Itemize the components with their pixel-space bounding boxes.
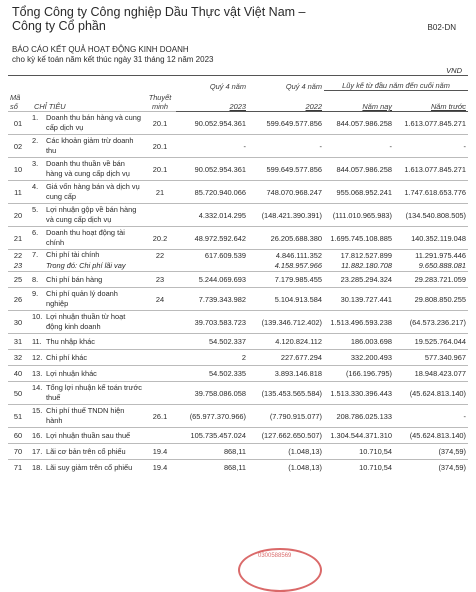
row-ytd-2022: 9.650.888.081	[418, 261, 466, 271]
row-note	[144, 204, 176, 227]
row-code: 32	[8, 350, 28, 366]
table-row	[8, 158, 468, 181]
row-ytd-2022: (45.624.813.140)	[394, 428, 468, 444]
row-note: 26.1	[144, 405, 176, 428]
row-ytd-2022: (374,59)	[394, 444, 468, 460]
row-ytd-2023: 208.786.025.133	[324, 405, 394, 428]
row-q4-2023: 48.972.592.642	[176, 227, 248, 250]
col-this-year-header: Năm nay	[324, 91, 394, 112]
row-ytd-2022: 577.340.967	[394, 350, 468, 366]
row-code: 22	[8, 250, 28, 261]
col-q4-2022-label: Quý 4 năm	[248, 76, 324, 91]
row-ytd-2023: 844.057.986.258	[324, 158, 394, 181]
row-number: 8.	[32, 274, 39, 284]
currency-unit: VND	[446, 66, 462, 75]
row-item	[28, 366, 144, 382]
row-label: Doanh thu thuần về bán hàng và cung cấp dịch vụ	[46, 159, 130, 178]
row-q4-2022: 599.649.577.856	[248, 112, 324, 135]
table-row	[8, 350, 468, 366]
row-code: 01	[8, 112, 28, 135]
col-q4-2023-year: 2023	[176, 91, 248, 112]
row-code: 23	[13, 261, 23, 271]
row-q4-2023: 39.758.086.058	[176, 382, 248, 405]
row-note	[144, 311, 176, 334]
row-item	[28, 460, 144, 476]
row-q4-2023: 90.052.954.361	[176, 158, 248, 181]
row-label: Các khoản giảm trừ doanh thu	[46, 136, 134, 155]
row-ytd-2023: 17.812.527.899	[324, 250, 394, 261]
row-ytd-2023: 1.304.544.371.310	[324, 428, 394, 444]
row-code: 02	[8, 135, 28, 158]
report-title: BÁO CÁO KẾT QUẢ HOẠT ĐỘNG KINH DOANH	[12, 45, 189, 54]
row-code: 26	[8, 288, 28, 311]
col-note-header: Thuyết minh	[144, 76, 176, 112]
row-q4-2022: 599.649.577.856	[248, 158, 324, 181]
row-ytd-2022: 29.283.721.059	[394, 272, 468, 288]
row-number: 13.	[32, 368, 43, 378]
row-ytd-2023: 1.695.745.108.885	[324, 227, 394, 250]
row-label: Doanh thu bán hàng và cung cấp dịch vụ	[46, 113, 141, 132]
row-ytd-2022: 18.948.423.077	[394, 366, 468, 382]
row-code: 31	[8, 334, 28, 350]
row-number: 7.	[32, 250, 39, 260]
row-q4-2022: 7.179.985.455	[248, 272, 324, 288]
row-note: 20.1	[144, 158, 176, 181]
row-note: 23	[144, 272, 176, 288]
table-row	[8, 444, 468, 460]
row-q4-2023: 2	[176, 350, 248, 366]
row-note	[144, 334, 176, 350]
row-q4-2022: (135.453.565.584)	[248, 382, 324, 405]
row-code: 21	[8, 227, 28, 250]
table-row	[8, 272, 468, 288]
row-q4-2023	[176, 261, 248, 272]
row-label: Giá vốn hàng bán và dịch vụ cung cấp	[46, 182, 140, 201]
row-q4-2022: (148.421.390.391)	[248, 204, 324, 227]
row-ytd-2023: 30.139.727.441	[324, 288, 394, 311]
row-q4-2023: 617.609.539	[176, 250, 248, 261]
table-row	[8, 382, 468, 405]
row-ytd-2022: 11.291.975.446	[394, 250, 468, 261]
row-number: 12.	[32, 352, 43, 362]
company-name-line1: Tổng Công ty Công nghiệp Dầu Thực vật Việt Nam –	[12, 5, 306, 19]
row-q4-2022: 26.205.688.380	[248, 227, 324, 250]
row-code: 10	[8, 158, 28, 181]
row-number: 16.	[32, 430, 43, 440]
row-code: 40	[8, 366, 28, 382]
row-label: Lợi nhuận thuần sau thuế	[46, 430, 131, 440]
row-ytd-2023: 332.200.493	[324, 350, 394, 366]
row-q4-2022: 748.070.968.247	[248, 181, 324, 204]
row-q4-2022: 4.846.111.352	[248, 250, 324, 261]
row-code: 11	[8, 181, 28, 204]
row-item	[28, 444, 144, 460]
row-item	[28, 250, 144, 261]
row-label: Tổng lợi nhuận kế toán trước thuế	[46, 383, 142, 402]
row-q4-2022: 4.158.957.966	[274, 261, 322, 271]
row-label: Lãi cơ bản trên cổ phiếu	[46, 446, 126, 456]
row-number: 14.	[32, 383, 43, 392]
row-number: 1.	[32, 113, 39, 122]
row-code: 25	[8, 272, 28, 288]
row-number: 5.	[32, 205, 39, 214]
row-label: Lãi suy giảm trên cổ phiếu	[46, 462, 133, 472]
col-prev-year-header: Năm trước	[394, 91, 468, 112]
row-item	[28, 272, 144, 288]
row-item	[28, 405, 144, 428]
row-item	[28, 204, 144, 227]
table-row	[8, 135, 468, 158]
col-q4-2022-year: 2022	[248, 91, 324, 112]
row-note	[144, 350, 176, 366]
row-note: 20.1	[144, 112, 176, 135]
col-q4-2023-label: Quý 4 năm	[176, 76, 248, 91]
row-label: Lợi nhuận thuần từ hoạt động kinh doanh	[46, 312, 126, 331]
row-q4-2023: 85.720.940.066	[176, 181, 248, 204]
row-ytd-2022: 140.352.119.048	[394, 227, 468, 250]
row-q4-2022: 3.893.146.818	[248, 366, 324, 382]
row-item	[28, 428, 144, 444]
row-note: 20.1	[144, 135, 176, 158]
row-ytd-2023: 1.513.330.396.443	[324, 382, 394, 405]
row-note	[144, 366, 176, 382]
row-item	[28, 158, 144, 181]
row-item	[28, 311, 144, 334]
row-q4-2022: -	[248, 135, 324, 158]
row-item	[28, 350, 144, 366]
table-row	[8, 334, 468, 350]
row-q4-2022: (1.048,13)	[248, 444, 324, 460]
row-code: 50	[8, 382, 28, 405]
row-ytd-2022: (134.540.808.505)	[394, 204, 468, 227]
row-q4-2022: 4.120.824.112	[248, 334, 324, 350]
table-row	[8, 227, 468, 250]
row-ytd-2023: 844.057.986.258	[324, 112, 394, 135]
row-label: Chi phí khác	[46, 352, 88, 362]
row-code: 60	[8, 428, 28, 444]
row-note: 20.2	[144, 227, 176, 250]
col-code-header: Mã số	[8, 76, 28, 112]
row-q4-2023: 868,11	[176, 444, 248, 460]
row-q4-2022: 227.677.294	[248, 350, 324, 366]
row-q4-2023: 105.735.457.024	[176, 428, 248, 444]
row-number: 4.	[32, 182, 39, 191]
row-ytd-2022: 29.808.850.255	[394, 288, 468, 311]
row-number: 17.	[32, 446, 43, 456]
income-statement-table	[8, 75, 468, 476]
row-note: 22	[144, 250, 176, 261]
row-ytd-2023: -	[324, 135, 394, 158]
row-ytd-2022: 1.613.077.845.271	[394, 112, 468, 135]
row-number: 10.	[32, 312, 43, 321]
row-ytd-2022: 1.747.618.653.776	[394, 181, 468, 204]
row-code: 30	[8, 311, 28, 334]
row-number: 6.	[32, 228, 39, 237]
row-q4-2023: 4.332.014.295	[176, 204, 248, 227]
row-note: 19.4	[144, 460, 176, 476]
table-row	[8, 428, 468, 444]
col-ytd-group-header: Lũy kế từ đầu năm đến cuối năm	[324, 76, 468, 91]
table-row	[8, 250, 468, 261]
row-label: Thu nhập khác	[46, 336, 95, 346]
row-q4-2023: 7.739.343.982	[176, 288, 248, 311]
row-label: Chi phí bán hàng	[46, 274, 103, 284]
row-number: 2.	[32, 136, 39, 145]
table-row	[8, 112, 468, 135]
row-q4-2023: 90.052.954.361	[176, 112, 248, 135]
row-code: 51	[8, 405, 28, 428]
row-q4-2023: -	[176, 135, 248, 158]
table-row	[8, 405, 468, 428]
row-item	[28, 112, 144, 135]
row-q4-2023: 868,11	[176, 460, 248, 476]
row-code: 71	[8, 460, 28, 476]
row-ytd-2023: 1.513.496.593.238	[324, 311, 394, 334]
row-note: 21	[144, 181, 176, 204]
row-ytd-2022: 19.525.764.044	[394, 334, 468, 350]
stamp-text: 0300588569	[258, 553, 292, 559]
row-ytd-2023: 11.882.180.708	[341, 261, 392, 271]
row-ytd-2023: 10.710,54	[324, 460, 394, 476]
row-item	[28, 334, 144, 350]
row-q4-2023: 54.502.337	[176, 334, 248, 350]
row-ytd-2022: (64.573.236.217)	[394, 311, 468, 334]
row-number: 18.	[32, 462, 43, 472]
table-row	[8, 261, 468, 272]
table-row	[8, 181, 468, 204]
row-label: Chi phí quản lý doanh nghiệp	[46, 289, 118, 308]
row-item	[28, 135, 144, 158]
row-number: 9.	[32, 289, 39, 298]
row-item	[28, 181, 144, 204]
row-note	[144, 428, 176, 444]
row-q4-2023: 54.502.335	[176, 366, 248, 382]
row-note	[144, 382, 176, 405]
table-row	[8, 288, 468, 311]
row-ytd-2022: (374,59)	[394, 460, 468, 476]
table-row	[8, 311, 468, 334]
table-row	[8, 366, 468, 382]
row-q4-2022: (139.346.712.402)	[248, 311, 324, 334]
row-note: 24	[144, 288, 176, 311]
row-ytd-2023: 10.710,54	[324, 444, 394, 460]
form-code: B02-DN	[427, 23, 456, 32]
row-q4-2022: (127.662.650.507)	[248, 428, 324, 444]
row-ytd-2023: 186.003.698	[324, 334, 394, 350]
row-q4-2023: (65.977.370.966)	[176, 405, 248, 428]
row-ytd-2022: -	[394, 135, 468, 158]
row-q4-2022: 5.104.913.584	[248, 288, 324, 311]
row-q4-2023: 39.703.583.723	[176, 311, 248, 334]
table-row	[8, 204, 468, 227]
col-item-header: CHỈ TIÊU	[28, 76, 144, 112]
row-q4-2023: 5.244.069.693	[176, 272, 248, 288]
row-number: 15.	[32, 406, 43, 415]
row-label: Chi phí thuế TNDN hiện hành	[46, 406, 125, 425]
row-ytd-2022: (45.624.813.140)	[394, 382, 468, 405]
row-ytd-2023: (111.010.965.983)	[324, 204, 394, 227]
row-ytd-2023: 23.285.294.324	[324, 272, 394, 288]
company-stamp	[238, 548, 322, 592]
row-number: 3.	[32, 159, 39, 168]
row-ytd-2022: 1.613.077.845.271	[394, 158, 468, 181]
row-label: Lợi nhuận khác	[46, 368, 97, 378]
row-item	[28, 227, 144, 250]
row-q4-2022: (7.790.915.077)	[248, 405, 324, 428]
row-label: Trong đó: Chi phí lãi vay	[46, 260, 126, 270]
row-q4-2022: (1.048,13)	[248, 460, 324, 476]
row-code: 70	[8, 444, 28, 460]
row-ytd-2023: (166.196.795)	[324, 366, 394, 382]
company-name-line2: Công ty Cổ phần	[12, 19, 106, 33]
row-label: Lợi nhuận gộp về bán hàng và cung cấp dịch vụ	[46, 205, 137, 224]
row-note	[144, 261, 176, 272]
row-item	[28, 288, 144, 311]
row-item	[28, 382, 144, 405]
company-name	[12, 5, 342, 33]
row-code: 20	[8, 204, 28, 227]
row-ytd-2022: -	[394, 405, 468, 428]
row-label: Chi phí tài chính	[46, 250, 100, 260]
table-row	[8, 460, 468, 476]
report-period: cho kỳ kế toán năm kết thúc ngày 31 tháng 12 năm 2023	[12, 55, 214, 64]
row-number: 11.	[32, 336, 42, 346]
row-item	[28, 261, 144, 272]
row-ytd-2023: 955.068.952.241	[324, 181, 394, 204]
row-label: Doanh thu hoạt động tài chính	[46, 228, 125, 247]
row-note: 19.4	[144, 444, 176, 460]
